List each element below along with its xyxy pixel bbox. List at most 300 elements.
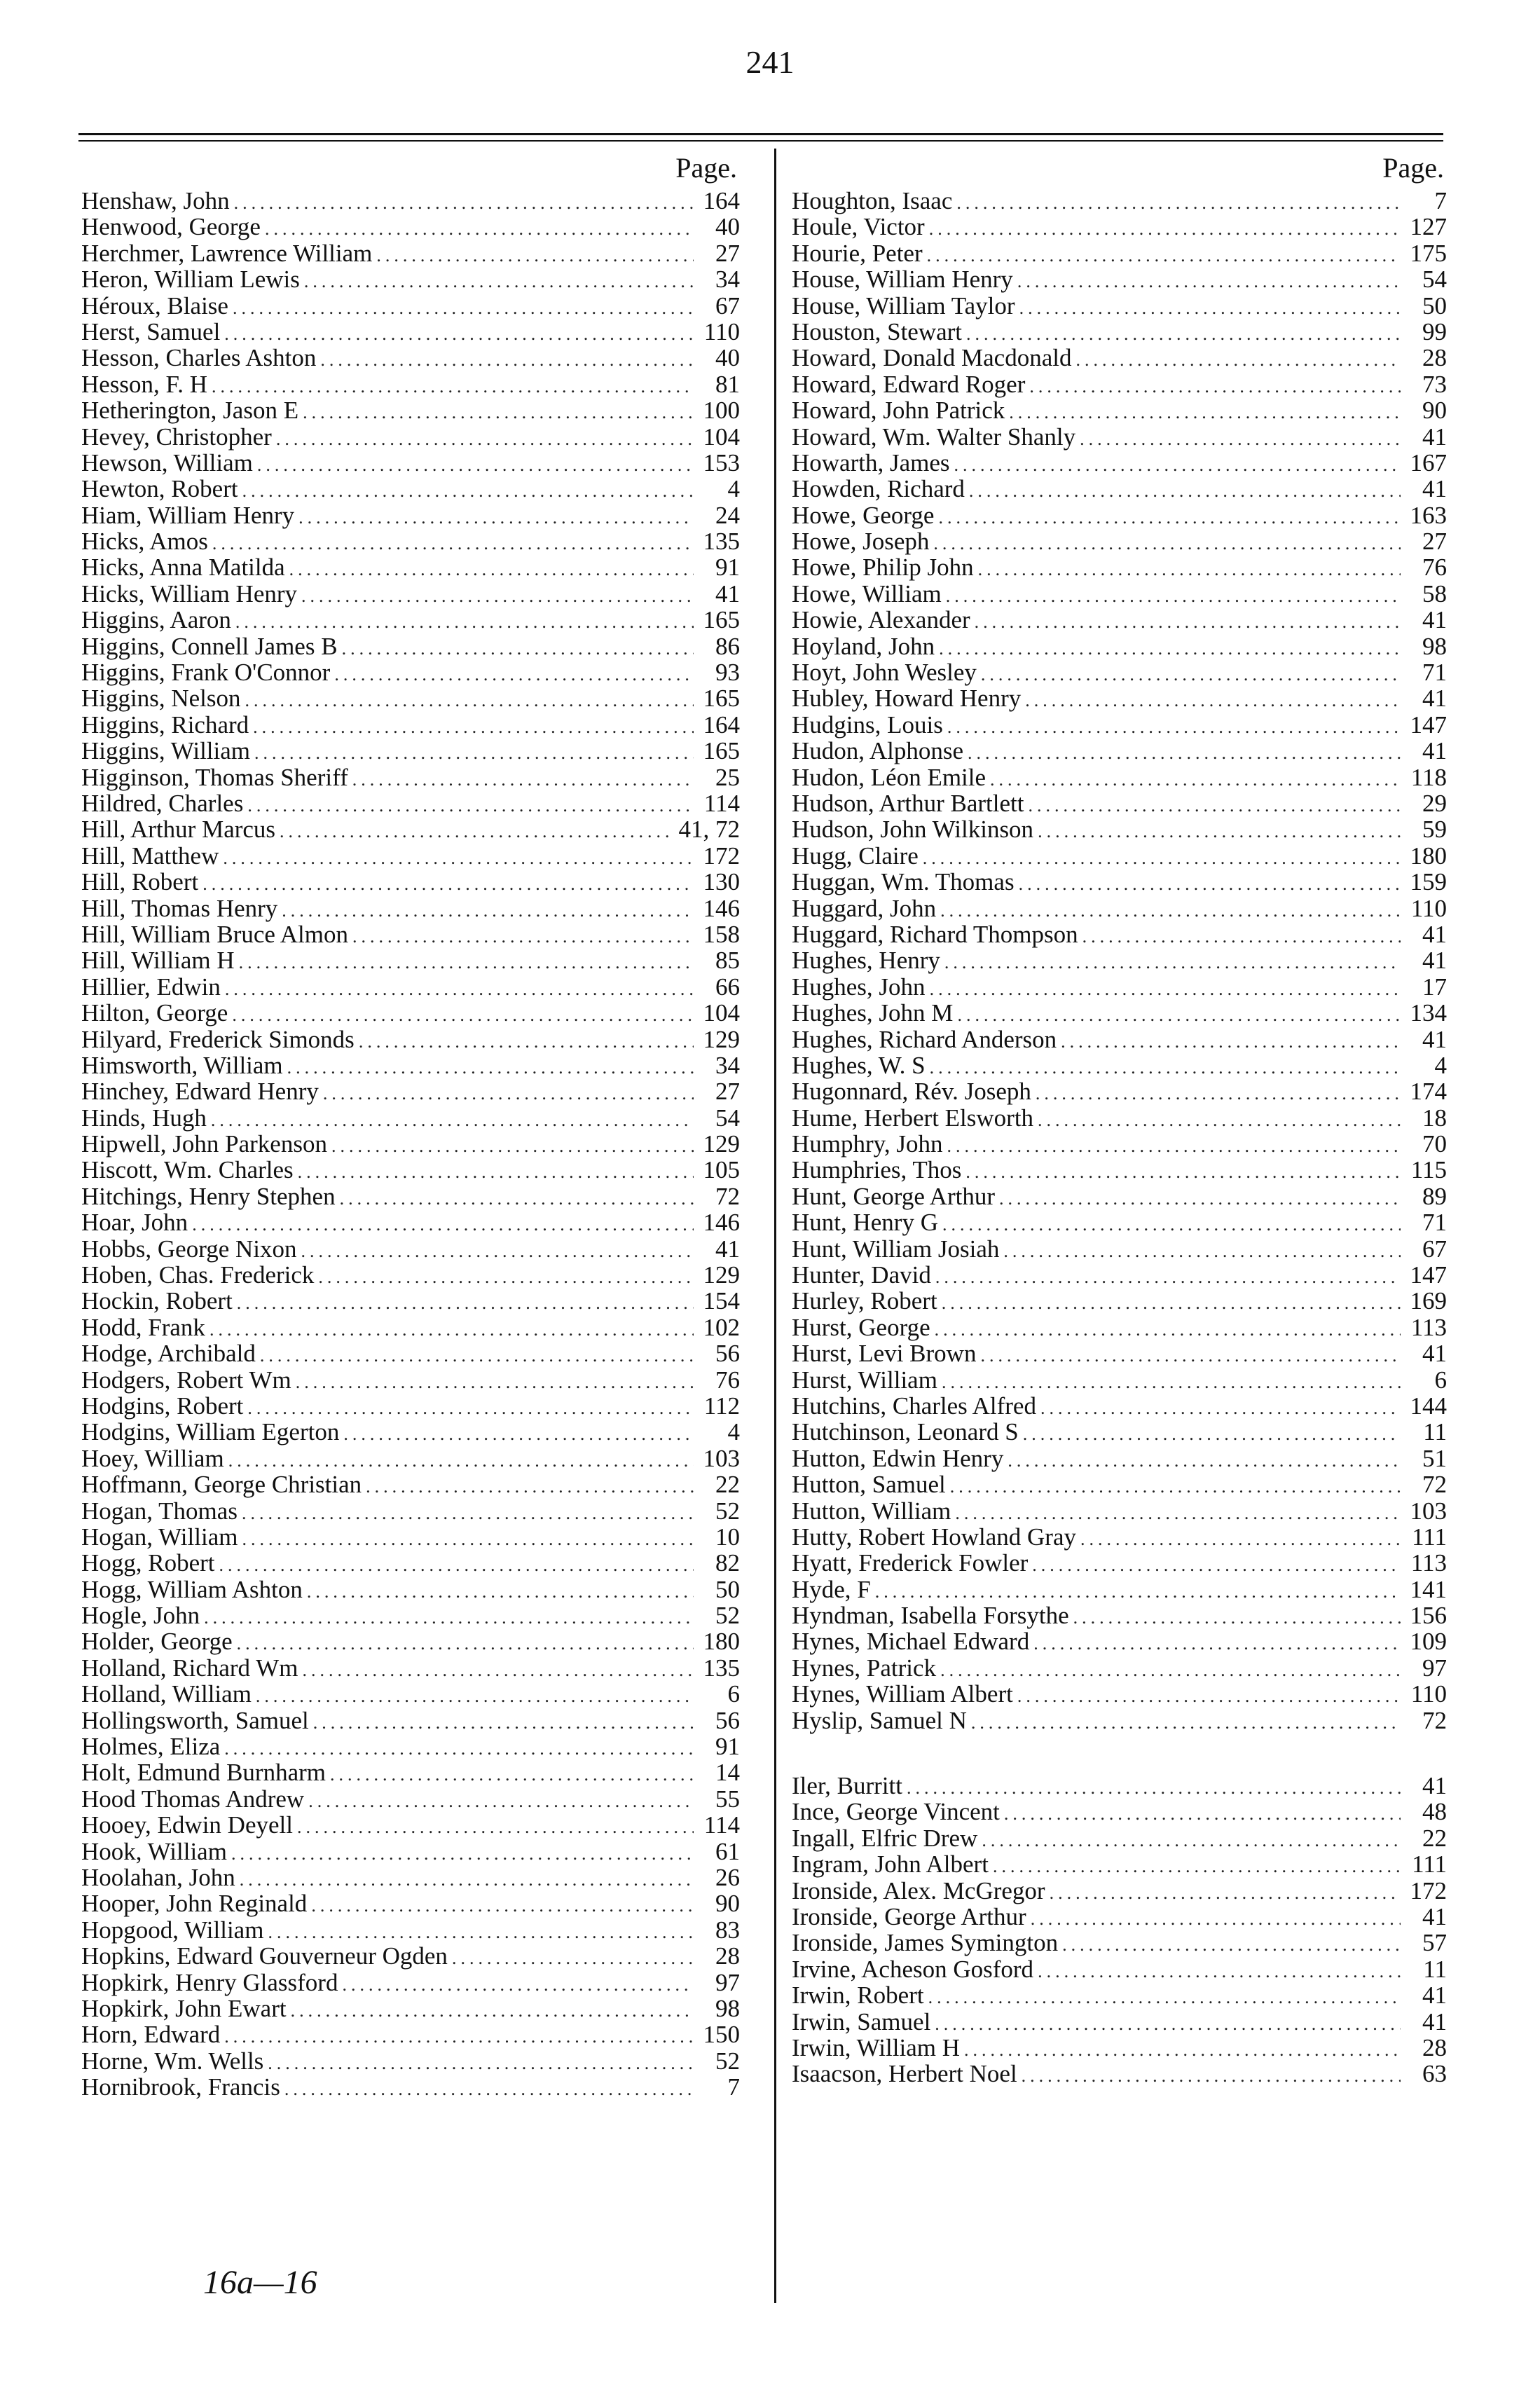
entry-page: 111	[1412, 1523, 1447, 1551]
dot-leader	[940, 898, 1401, 923]
dot-leader	[303, 399, 694, 425]
dot-leader	[947, 1133, 1401, 1159]
dot-leader	[1038, 1958, 1401, 1984]
index-entry	[792, 502, 1447, 528]
index-entry	[81, 947, 740, 973]
entry-page: 118	[1410, 763, 1447, 791]
entry-name: Hughes, W. S	[792, 1051, 926, 1079]
index-entry	[792, 1524, 1447, 1550]
dot-leader	[291, 1998, 694, 2024]
dot-leader	[225, 976, 694, 1002]
entry-name: Hill, William H	[81, 947, 235, 975]
index-entry	[81, 738, 740, 764]
index-entry	[792, 1825, 1447, 1851]
dot-leader	[1040, 1395, 1401, 1421]
index-entry	[792, 528, 1447, 554]
entry-name: Hopkirk, John Ewart	[81, 1994, 287, 2022]
entry-page: 180	[703, 1628, 740, 1656]
dot-leader	[242, 1500, 694, 1526]
index-entry	[792, 214, 1447, 240]
entry-page: 103	[1410, 1497, 1447, 1525]
entry-page: 17	[1422, 973, 1447, 1001]
index-entry	[81, 1183, 740, 1209]
entry-page: 67	[1422, 1235, 1447, 1263]
entry-page: 113	[1410, 1313, 1447, 1341]
dot-leader	[1080, 426, 1401, 452]
index-entry	[792, 1262, 1447, 1288]
dot-leader	[268, 2050, 694, 2076]
entry-name: Hurley, Robert	[792, 1287, 937, 1315]
dot-leader	[930, 976, 1401, 1002]
dot-leader	[297, 1814, 694, 1840]
entry-name: Hood Thomas Andrew	[81, 1785, 305, 1813]
dot-leader	[944, 949, 1401, 975]
index-entry	[792, 581, 1447, 607]
index-entry	[792, 1209, 1447, 1235]
entry-page: 97	[1422, 1654, 1447, 1682]
entry-page: 34	[715, 1051, 740, 1079]
dot-leader	[966, 321, 1401, 347]
entry-name: Hobbs, George Nixon	[81, 1235, 297, 1263]
entry-page: 146	[703, 1209, 740, 1237]
entry-page: 164	[703, 187, 740, 214]
entry-page: 73	[1422, 370, 1447, 398]
entry-name: Hillier, Edwin	[81, 973, 221, 1001]
entry-name: Horne, Wm. Wells	[81, 2047, 264, 2075]
dot-leader	[999, 1186, 1401, 1211]
dot-leader	[212, 530, 694, 556]
dot-leader	[287, 1055, 694, 1080]
index-entry	[81, 1733, 740, 1759]
index-entry	[81, 240, 740, 266]
entry-page: 41	[1422, 606, 1447, 634]
entry-name: Hynes, William Albert	[792, 1680, 1013, 1708]
entry-name: Higginson, Thomas Sheriff	[81, 763, 348, 791]
dot-leader	[938, 504, 1401, 530]
left-column	[81, 149, 740, 2101]
entry-page: 41	[1422, 1982, 1447, 2010]
dot-leader	[940, 1657, 1401, 1683]
entry-page: 56	[715, 1340, 740, 1368]
index-entry	[792, 1157, 1447, 1183]
entry-page: 103	[703, 1444, 740, 1472]
entry-name: Huggard, John	[792, 894, 937, 922]
index-entry	[81, 214, 740, 240]
index-entry	[81, 1655, 740, 1681]
entry-page: 4	[1434, 1051, 1447, 1079]
entry-name: Hill, William Bruce Almon	[81, 920, 348, 948]
entry-name: Héroux, Blaise	[81, 291, 228, 320]
entry-page: 26	[715, 1864, 740, 1891]
entry-page: 99	[1422, 317, 1447, 345]
index-entry	[792, 685, 1447, 711]
column-divider	[774, 149, 776, 2303]
index-entry	[81, 1262, 740, 1288]
entry-name: House, William Henry	[792, 266, 1013, 294]
entry-page: 89	[1422, 1182, 1447, 1210]
entry-name: Hilton, George	[81, 999, 228, 1027]
entry-page: 110	[1410, 1680, 1447, 1708]
index-entry	[81, 1498, 740, 1524]
entry-page: 112	[703, 1392, 740, 1420]
entry-name: Hetherington, Jason E	[81, 397, 299, 425]
dot-leader	[265, 216, 694, 242]
entry-page: 57	[1422, 1929, 1447, 1957]
dot-leader	[993, 1853, 1401, 1879]
entry-page: 164	[703, 710, 740, 739]
index-entry	[792, 450, 1447, 476]
dot-leader	[935, 1317, 1401, 1342]
dot-leader	[219, 1552, 694, 1578]
right-entry-list-h	[792, 188, 1447, 1733]
entry-page: 41	[1422, 2007, 1447, 2035]
dot-leader	[930, 1055, 1401, 1080]
dot-leader	[954, 452, 1401, 478]
index-entry	[81, 188, 740, 214]
entry-page: 71	[1422, 1209, 1447, 1237]
entry-name: Hogle, John	[81, 1602, 200, 1630]
dot-leader	[245, 687, 694, 713]
dot-leader	[376, 242, 694, 268]
dot-leader	[247, 792, 694, 818]
entry-name: Hughes, Richard Anderson	[792, 1025, 1057, 1053]
index-entry	[792, 633, 1447, 659]
entry-page: 134	[1410, 999, 1447, 1027]
entry-page: 109	[1410, 1628, 1447, 1656]
right-column-header: Page.	[1382, 152, 1444, 184]
entry-name: Hill, Matthew	[81, 842, 219, 870]
dot-leader	[204, 1605, 694, 1630]
entry-page: 50	[1422, 291, 1447, 320]
entry-name: Higgins, Richard	[81, 710, 249, 739]
entry-name: Hutton, Samuel	[792, 1471, 946, 1499]
entry-page: 98	[715, 1994, 740, 2022]
entry-page: 70	[1422, 1130, 1447, 1158]
entry-name: Hodge, Archibald	[81, 1340, 256, 1368]
entry-name: Howie, Alexander	[792, 606, 970, 634]
index-entry	[81, 1996, 740, 2021]
dot-leader	[982, 1827, 1401, 1853]
entry-page: 52	[715, 1497, 740, 1525]
dot-leader	[957, 1002, 1401, 1028]
entry-page: 129	[703, 1025, 740, 1053]
entry-page: 104	[703, 423, 740, 451]
entry-name: Hughes, John	[792, 973, 926, 1001]
index-entry	[792, 764, 1447, 790]
right-entry-list-i	[792, 1773, 1447, 2087]
dot-leader	[211, 1107, 694, 1133]
entry-page: 175	[1410, 239, 1447, 267]
index-entry	[792, 790, 1447, 816]
entry-page: 172	[703, 842, 740, 870]
entry-name: Hockin, Robert	[81, 1287, 233, 1315]
entry-name: Hesson, Charles Ashton	[81, 344, 317, 372]
entry-page: 71	[1422, 659, 1447, 687]
entry-page: 52	[715, 1602, 740, 1630]
dot-leader	[298, 1159, 694, 1185]
entry-name: Holmes, Eliza	[81, 1733, 221, 1761]
dot-leader	[320, 347, 694, 373]
dot-leader	[301, 583, 694, 609]
index-entry	[792, 869, 1447, 895]
entry-page: 110	[703, 317, 740, 345]
entry-page: 72	[715, 1182, 740, 1210]
entry-name: Hopgood, William	[81, 1916, 264, 1944]
dot-leader	[955, 1500, 1401, 1526]
entry-name: Ironside, Alex. McGregor	[792, 1876, 1045, 1904]
index-entry	[81, 1681, 740, 1707]
entry-name: Horn, Edward	[81, 2021, 221, 2049]
entry-name: Hewton, Robert	[81, 475, 238, 503]
dot-leader	[1033, 1630, 1401, 1656]
entry-name: Hilyard, Frederick Simonds	[81, 1025, 355, 1053]
index-entry	[81, 1209, 740, 1235]
entry-name: Hopkins, Edward Gouverneur Ogden	[81, 1942, 448, 1970]
index-entry	[792, 947, 1447, 973]
entry-name: Hoben, Chas. Frederick	[81, 1261, 315, 1289]
index-entry	[81, 371, 740, 397]
index-entry	[792, 1393, 1447, 1419]
entry-page: 135	[703, 1654, 740, 1682]
dot-leader	[352, 923, 694, 949]
entry-page: 41	[1422, 1903, 1447, 1930]
entry-name: Hunt, William Josiah	[792, 1235, 1000, 1263]
entry-page: 41	[715, 579, 740, 607]
dot-leader	[990, 767, 1401, 792]
dot-leader	[296, 1369, 694, 1395]
dot-leader	[1073, 1605, 1401, 1630]
entry-name: Hitchings, Henry Stephen	[81, 1182, 336, 1210]
index-entry	[792, 1445, 1447, 1471]
entry-page: 104	[703, 999, 740, 1027]
entry-name: Howe, Philip John	[792, 554, 974, 582]
entry-name: Humphries, Thos	[792, 1156, 962, 1184]
dot-leader	[1004, 1801, 1401, 1827]
index-entry	[792, 1183, 1447, 1209]
entry-page: 27	[715, 239, 740, 267]
entry-page: 41	[715, 1235, 740, 1263]
entry-name: Huggard, Richard Thompson	[792, 920, 1078, 948]
index-entry	[81, 528, 740, 554]
entry-name: Hutton, Edwin Henry	[792, 1444, 1004, 1472]
index-entry	[792, 1681, 1447, 1707]
index-entry	[81, 1602, 740, 1628]
entry-page: 165	[703, 606, 740, 634]
entry-page: 147	[1410, 1261, 1447, 1289]
index-entry	[81, 345, 740, 371]
dot-leader	[242, 1526, 694, 1552]
dot-leader	[254, 740, 694, 766]
dot-leader	[330, 1761, 694, 1787]
index-entry	[792, 1628, 1447, 1654]
index-entry	[792, 1956, 1447, 1982]
dot-leader	[268, 1919, 694, 1945]
entry-page: 41	[1422, 685, 1447, 713]
entry-name: Ingall, Elfric Drew	[792, 1824, 978, 1852]
dot-leader	[232, 1002, 694, 1028]
dot-leader	[342, 1972, 694, 1998]
entry-name: Hoffmann, George Christian	[81, 1471, 362, 1499]
index-entry	[81, 1839, 740, 1864]
index-entry	[792, 1851, 1447, 1877]
left-column-header: Page.	[675, 152, 737, 184]
index-entry	[792, 1288, 1447, 1314]
entry-page: 51	[1422, 1444, 1447, 1472]
entry-page: 14	[715, 1759, 740, 1787]
entry-name: Hinchey, Edward Henry	[81, 1078, 319, 1106]
dot-leader	[1029, 792, 1401, 818]
entry-page: 174	[1410, 1078, 1447, 1106]
dot-leader	[231, 1841, 694, 1867]
entry-name: Hume, Herbert Elsworth	[792, 1104, 1034, 1132]
dot-leader	[223, 845, 694, 871]
entry-page: 52	[715, 2047, 740, 2075]
index-entry	[81, 397, 740, 423]
index-entry	[792, 345, 1447, 371]
dot-leader	[209, 1317, 694, 1342]
dot-leader	[192, 1211, 694, 1237]
dot-leader	[1032, 1552, 1401, 1578]
index-entry	[81, 319, 740, 345]
dot-leader	[1062, 1932, 1401, 1958]
entry-name: Higgins, Frank O'Connor	[81, 659, 331, 687]
entry-name: Hicks, William Henry	[81, 579, 298, 607]
index-entry	[792, 1340, 1447, 1366]
entry-page: 11	[1423, 1418, 1447, 1446]
index-entry	[81, 1314, 740, 1340]
index-entry	[792, 554, 1447, 580]
entry-page: 98	[1422, 632, 1447, 660]
index-entry	[81, 424, 740, 450]
index-entry	[792, 1314, 1447, 1340]
dot-leader	[929, 216, 1401, 242]
dot-leader	[313, 1710, 694, 1736]
index-entry	[81, 1812, 740, 1838]
dot-leader	[1017, 268, 1401, 294]
dot-leader	[942, 1211, 1401, 1237]
index-entry	[792, 1026, 1447, 1052]
entry-page: 40	[715, 213, 740, 241]
index-entry	[81, 1471, 740, 1497]
dot-leader	[1017, 1683, 1401, 1709]
entry-page: 167	[1410, 448, 1447, 476]
dot-leader	[1050, 1880, 1401, 1906]
entry-page: 6	[1434, 1366, 1447, 1394]
entry-name: Holland, William	[81, 1680, 252, 1708]
entry-name: Hooper, John Reginald	[81, 1890, 308, 1918]
entry-page: 135	[703, 528, 740, 556]
entry-page: 41	[1422, 737, 1447, 765]
index-entry	[81, 1026, 740, 1052]
entry-page: 22	[715, 1471, 740, 1499]
entry-page: 83	[715, 1916, 740, 1944]
entry-page: 6	[727, 1680, 740, 1708]
entry-page: 11	[1423, 1955, 1447, 1983]
entry-page: 156	[1410, 1602, 1447, 1630]
entry-name: Hughes, John M	[792, 999, 954, 1027]
dot-leader	[981, 661, 1401, 687]
index-entry	[81, 685, 740, 711]
entry-name: Howe, Joseph	[792, 528, 930, 556]
entry-name: Hodgins, Robert	[81, 1392, 244, 1420]
entry-name: Hogg, William Ashton	[81, 1575, 303, 1603]
index-entry	[792, 738, 1447, 764]
dot-leader	[237, 1630, 694, 1656]
entry-name: Hutton, William	[792, 1497, 951, 1525]
entry-name: Hugg, Claire	[792, 842, 919, 870]
entry-page: 129	[703, 1261, 740, 1289]
index-entry	[792, 188, 1447, 214]
entry-name: Himsworth, William	[81, 1051, 283, 1079]
entry-page: 163	[1410, 501, 1447, 529]
index-entry	[792, 974, 1447, 1000]
index-entry	[81, 476, 740, 502]
index-entry	[81, 2048, 740, 2074]
entry-page: 169	[1410, 1287, 1447, 1315]
entry-name: Houghton, Isaac	[792, 187, 953, 214]
index-entry	[81, 869, 740, 895]
entry-name: Higgins, Aaron	[81, 606, 231, 634]
entry-page: 27	[1422, 528, 1447, 556]
entry-page: 100	[703, 397, 740, 425]
entry-name: Ironside, George Arthur	[792, 1903, 1026, 1930]
entry-name: Heron, William Lewis	[81, 266, 300, 294]
entry-page: 10	[715, 1523, 740, 1551]
dot-leader	[975, 609, 1401, 635]
entry-page: 24	[715, 501, 740, 529]
dot-leader	[923, 845, 1401, 871]
dot-leader	[343, 1421, 694, 1447]
index-entry	[792, 371, 1447, 397]
entry-name: Hogg, Robert	[81, 1549, 215, 1577]
dot-leader	[359, 1029, 694, 1055]
entry-page: 41	[1422, 920, 1447, 948]
dot-leader	[1025, 687, 1401, 713]
dot-leader	[240, 1867, 694, 1893]
entry-name: Holland, Richard Wm	[81, 1654, 298, 1682]
entry-name: House, William Taylor	[792, 291, 1015, 320]
entry-page: 50	[715, 1575, 740, 1603]
index-entry	[792, 1471, 1447, 1497]
entry-name: Henwood, George	[81, 213, 261, 241]
index-entry	[81, 1864, 740, 1890]
dot-leader	[1023, 1421, 1401, 1447]
entry-name: Howe, William	[792, 579, 942, 607]
dot-leader	[942, 1369, 1401, 1395]
index-entry	[792, 240, 1447, 266]
entry-page: 141	[1410, 1575, 1447, 1603]
left-entry-list	[81, 188, 740, 2101]
dot-leader	[235, 609, 694, 635]
dot-leader	[311, 1893, 694, 1918]
entry-name: Hyatt, Frederick Fowler	[792, 1549, 1029, 1577]
entry-name: Hodd, Frank	[81, 1313, 205, 1341]
entry-name: Hurst, William	[792, 1366, 937, 1394]
entry-page: 82	[715, 1549, 740, 1577]
index-entry	[792, 1577, 1447, 1602]
index-entry	[792, 476, 1447, 502]
index-entry	[81, 502, 740, 528]
entry-page: 165	[703, 685, 740, 713]
dot-leader	[298, 504, 694, 530]
entry-page: 18	[1422, 1104, 1447, 1132]
entry-page: 113	[1410, 1549, 1447, 1577]
dot-leader	[1075, 347, 1401, 373]
entry-page: 7	[1434, 187, 1447, 214]
entry-page: 81	[715, 370, 740, 398]
index-entry	[792, 2009, 1447, 2035]
entry-page: 27	[715, 1078, 740, 1106]
